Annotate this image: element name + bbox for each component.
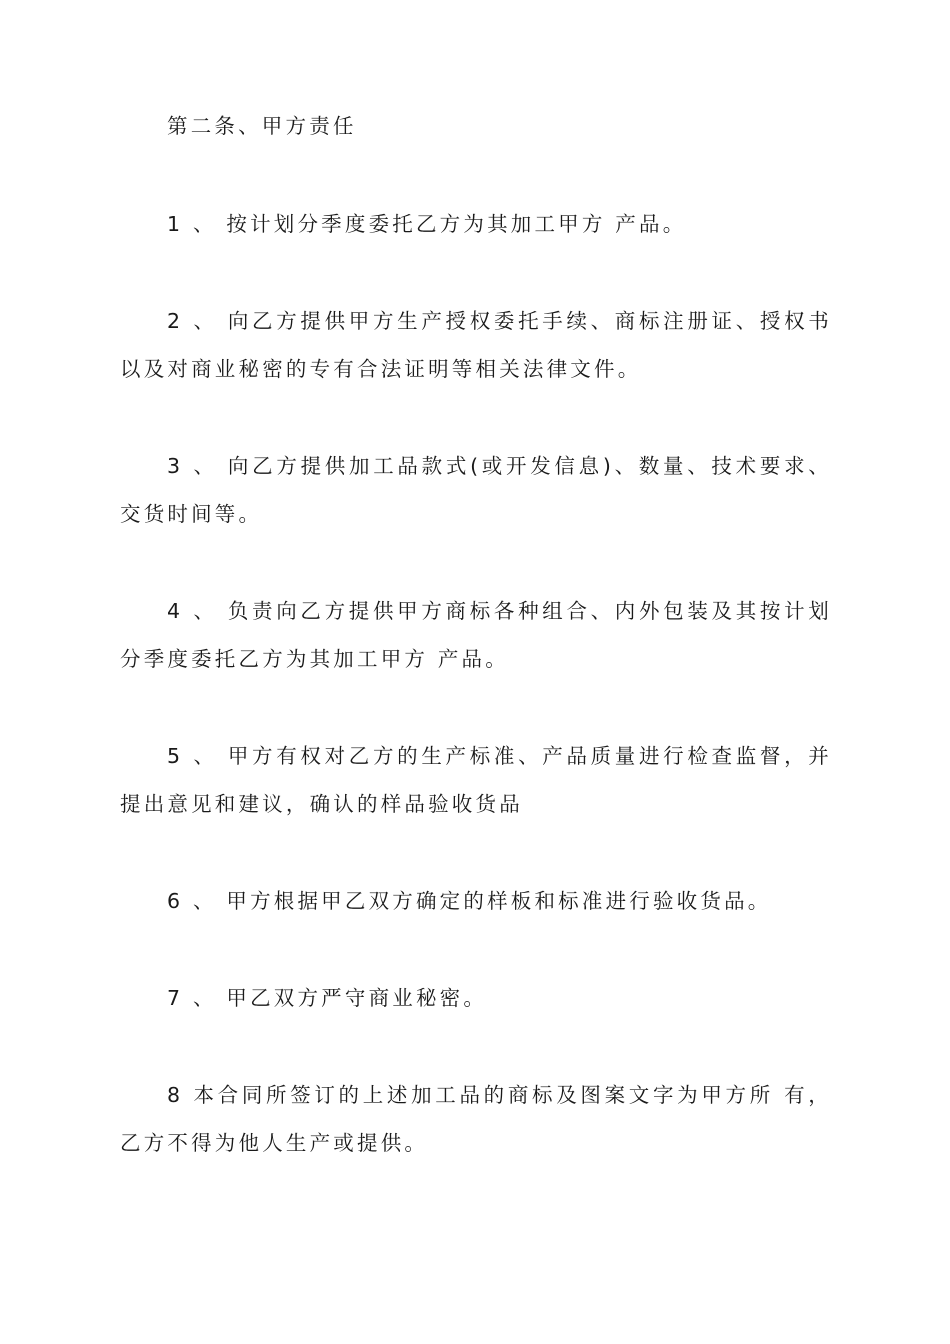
clause-8: 8 本合同所签订的上述加工品的商标及图案文字为甲方所 有，乙方不得为他人生产或提供。 [120, 1083, 832, 1155]
clause-6: 6 、 甲方根据甲乙双方确定的样板和标准进行验收货品。 [167, 889, 772, 913]
clause-3: 3 、 向乙方提供加工品款式(或开发信息)、数量、技术要求、交货时间等。 [120, 454, 832, 526]
clause-7: 7 、 甲乙双方严守商业秘密。 [167, 986, 488, 1010]
section-heading: 第二条、甲方责任 [167, 114, 357, 138]
clause-5: 5 、 甲方有权对乙方的生产标准、产品质量进行检查监督，并提出意见和建议，确认的样品验收货品 [120, 744, 832, 816]
clause-2: 2 、 向乙方提供甲方生产授权委托手续、商标注册证、授权书以及对商业秘密的专有合法证明等相关法律文件。 [120, 309, 832, 381]
clause-4: 4 、 负责向乙方提供甲方商标各种组合、内外包装及其按计划分季度委托乙方为其加工甲方 产品。 [120, 599, 832, 671]
document-body [120, 102, 832, 1216]
clause-1: 1 、 按计划分季度委托乙方为其加工甲方 产品。 [167, 212, 687, 236]
